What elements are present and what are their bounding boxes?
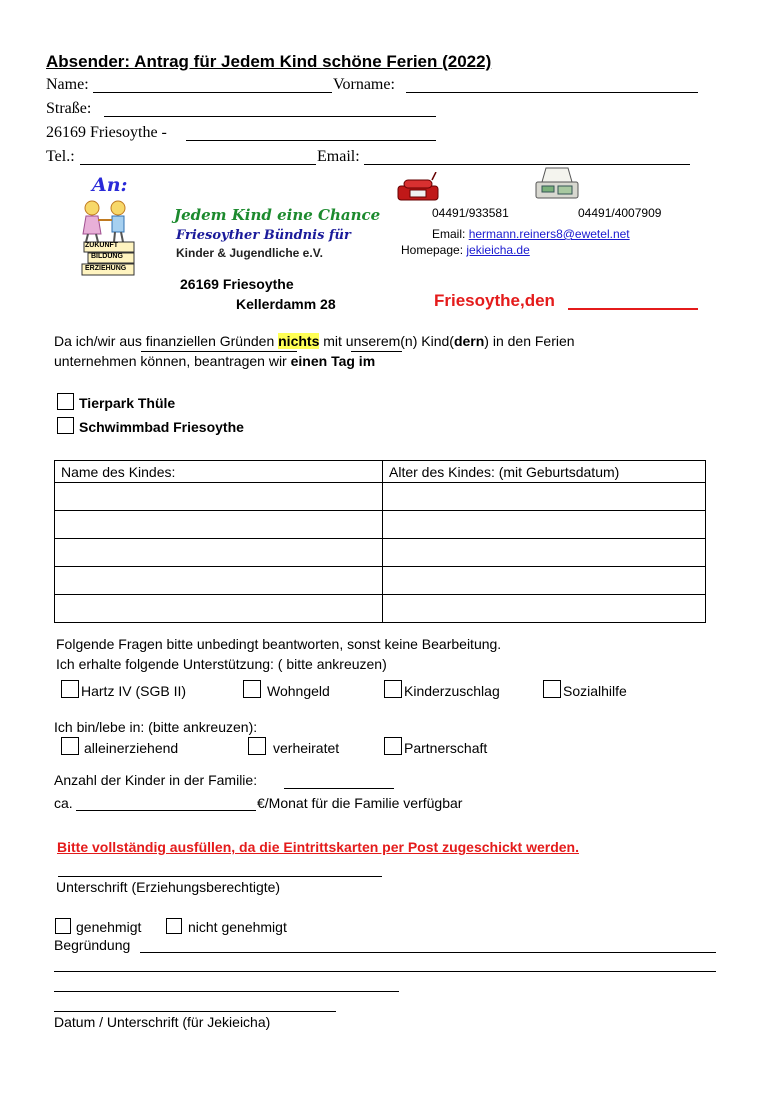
table-row [55, 595, 706, 623]
strasse-field[interactable] [104, 116, 436, 117]
final-signature-label: Datum / Unterschrift (für Jekieicha) [54, 1014, 271, 1030]
homepage-line [401, 243, 530, 257]
ca-label: ca. [54, 795, 73, 811]
logo-word-1: ZUKUNFT [85, 242, 119, 249]
ort-field[interactable] [186, 140, 436, 141]
fax-number: 04491/4007909 [578, 206, 662, 220]
org-name-line1: Jedem Kind eine Chance [174, 206, 381, 224]
approval-genehmigt[interactable] [55, 918, 141, 935]
email-caption: Email: [432, 227, 466, 241]
reason-line-1[interactable] [140, 952, 716, 953]
logo-word-3: ERZIEHUNG [85, 265, 127, 272]
children-table [54, 460, 706, 623]
request-text-a: Da ich/wir aus finanziellen Gründen [54, 333, 279, 349]
schwimmbad-checkbox[interactable] [57, 417, 74, 434]
vorname-field[interactable] [406, 92, 698, 93]
verheiratet-checkbox[interactable] [248, 737, 266, 755]
hartz4-label: Hartz IV (SGB II) [81, 683, 187, 699]
request-underline-1 [141, 351, 297, 352]
table-header-age: Alter des Kindes: (mit Geburtsdatum) [383, 461, 706, 483]
table-row [55, 511, 706, 539]
alleinerziehend-label: alleinerziehend [84, 740, 179, 756]
questions-intro: Folgende Fragen bitte unbedingt beantworten, sonst keine Bearbeitung. [56, 636, 502, 652]
income-field[interactable] [76, 810, 256, 811]
homepage-link[interactable]: jekieicha.de [466, 243, 530, 257]
request-paragraph-line1 [54, 333, 575, 349]
org-name-line3: Kinder & Jugendliche e.V. [176, 246, 323, 260]
table-row [55, 483, 706, 511]
signature-label: Unterschrift (Erziehungsberechtigte) [56, 879, 281, 895]
sozialhilfe-label: Sozialhilfe [563, 683, 627, 699]
income-suffix: €/Monat für die Familie verfügbar [257, 795, 463, 811]
request-highlight: nichts [278, 333, 320, 349]
nicht-genehmigt-label: nicht genehmigt [188, 919, 287, 935]
wohngeld-checkbox[interactable] [243, 680, 261, 698]
child-age-cell[interactable] [383, 483, 706, 511]
fax-icon [532, 166, 582, 204]
email-field[interactable] [364, 164, 690, 165]
form-title: Absender: Antrag für Jedem Kind schöne Ferien (2022) [46, 52, 492, 71]
logo-word-2: BILDUNG [91, 253, 123, 260]
kinderzuschlag-checkbox[interactable] [384, 680, 402, 698]
date-field[interactable] [568, 308, 698, 310]
child-age-cell[interactable] [383, 595, 706, 623]
telephone-icon [396, 172, 440, 204]
living-verheiratet[interactable] [248, 737, 339, 756]
schwimmbad-label: Schwimmbad Friesoythe [79, 419, 244, 435]
name-label: Name: [46, 76, 89, 93]
email-line [432, 227, 630, 241]
living-label: Ich bin/lebe in: (bitte ankreuzen): [54, 719, 258, 735]
support-hartz4[interactable] [61, 680, 186, 699]
support-label: Ich erhalte folgende Unterstützung: ( bitte ankreuzen) [56, 656, 387, 672]
request-text-c: ) in den Ferien [484, 333, 575, 349]
phone-number: 04491/933581 [432, 206, 509, 220]
tierpark-label: Tierpark Thüle [79, 395, 176, 411]
children-count-field[interactable] [284, 788, 394, 789]
request-underline-2 [351, 351, 402, 352]
an-label: An: [92, 174, 128, 196]
nicht-genehmigt-checkbox[interactable] [166, 918, 182, 934]
kinderzuschlag-label: Kinderzuschlag [404, 683, 500, 699]
option-tierpark[interactable] [57, 393, 175, 411]
living-partnerschaft[interactable] [384, 737, 487, 756]
signature-line[interactable] [58, 876, 382, 877]
email-label: Email: [317, 148, 360, 165]
name-field[interactable] [93, 92, 332, 93]
genehmigt-label: genehmigt [76, 919, 142, 935]
children-count-label: Anzahl der Kinder in der Familie: [54, 772, 258, 788]
table-row [55, 539, 706, 567]
child-name-cell[interactable] [55, 511, 383, 539]
request-bold-dern: dern [453, 333, 485, 349]
org-name-line2: Friesoyther Bündnis für [176, 228, 351, 243]
approval-nicht-genehmigt[interactable] [166, 918, 287, 935]
verheiratet-label: verheiratet [273, 740, 340, 756]
homepage-caption: Homepage: [401, 243, 464, 257]
support-sozialhilfe[interactable] [543, 680, 627, 699]
child-age-cell[interactable] [383, 511, 706, 539]
reason-line-3[interactable] [54, 991, 399, 992]
tierpark-checkbox[interactable] [57, 393, 74, 410]
child-name-cell[interactable] [55, 483, 383, 511]
date-label: Friesoythe,den [434, 291, 555, 310]
request-text-b: mit unserem(n) Kind( [319, 333, 454, 349]
table-header-row [55, 461, 706, 483]
request-text-d: unternehmen können, beantragen wir [54, 353, 291, 369]
alleinerziehend-checkbox[interactable] [61, 737, 79, 755]
support-kinderzuschlag[interactable] [384, 680, 500, 699]
email-link[interactable]: hermann.reiners8@ewetel.net [468, 227, 630, 241]
child-age-cell[interactable] [383, 539, 706, 567]
completion-warning: Bitte vollständig ausfüllen, da die Eintrittskarten per Post zugeschickt werden. [57, 839, 579, 855]
living-alleinerziehend[interactable] [61, 737, 178, 756]
support-wohngeld[interactable] [243, 680, 330, 699]
final-signature-line[interactable] [54, 1011, 336, 1012]
tel-field[interactable] [80, 164, 316, 165]
option-schwimmbad[interactable] [57, 417, 244, 435]
request-paragraph-line2 [54, 353, 375, 369]
recipient-street: Kellerdamm 28 [236, 296, 336, 312]
recipient-city: 26169 Friesoythe [180, 276, 294, 292]
table-header-name: Name des Kindes: [55, 461, 383, 483]
ort-label: 26169 Friesoythe - [46, 124, 167, 141]
hartz4-checkbox[interactable] [61, 680, 79, 698]
reason-line-2[interactable] [54, 971, 716, 972]
partnerschaft-label: Partnerschaft [404, 740, 488, 756]
strasse-label: Straße: [46, 100, 92, 117]
vorname-label: Vorname: [333, 76, 395, 93]
request-bold-tag: einen Tag im [290, 353, 376, 369]
genehmigt-checkbox[interactable] [55, 918, 71, 934]
table-row [55, 567, 706, 595]
child-name-cell[interactable] [55, 595, 383, 623]
reason-label: Begründung [54, 937, 131, 953]
child-name-cell[interactable] [55, 567, 383, 595]
partnerschaft-checkbox[interactable] [384, 737, 402, 755]
child-age-cell[interactable] [383, 567, 706, 595]
wohngeld-label: Wohngeld [267, 683, 330, 699]
child-name-cell[interactable] [55, 539, 383, 567]
tel-label: Tel.: [46, 148, 75, 165]
sozialhilfe-checkbox[interactable] [543, 680, 561, 698]
